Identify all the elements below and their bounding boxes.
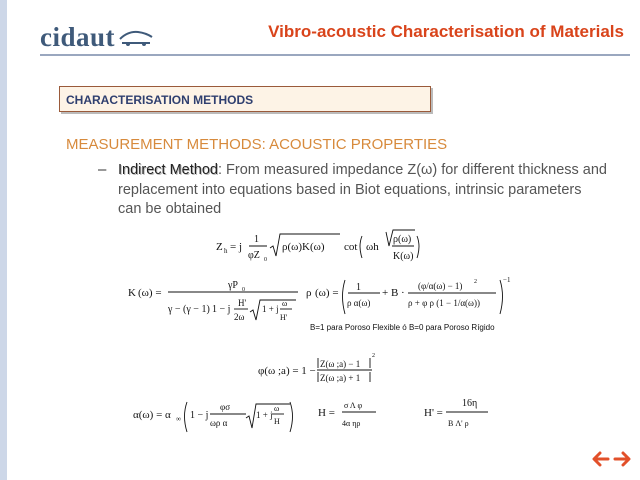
eq2-two-w: 2ω	[234, 312, 245, 322]
eq5-lhs-sub: ∞	[176, 415, 181, 423]
eq6-lhs: H =	[318, 407, 335, 419]
eq1-frac-num: ρ(ω)	[393, 234, 412, 245]
eq7-num: 16η	[462, 398, 478, 409]
eq5-h: H	[274, 417, 280, 426]
arrow-right-icon[interactable]	[613, 450, 631, 468]
equation-impedance	[216, 230, 419, 263]
eq2-hp: H'	[238, 298, 247, 308]
eq3-plus-b: + B ·	[382, 287, 405, 299]
eq1-wh: ωh	[366, 241, 379, 253]
eq6-num: σ Λ φ	[344, 401, 363, 410]
equation-h-prime	[424, 398, 488, 428]
eq1-eqj: = j	[230, 241, 243, 253]
logo-text: cidaut	[40, 21, 116, 52]
eq4-num: Z(ω ;a) − 1	[320, 359, 361, 369]
eq5-one-j: 1 + j	[256, 410, 273, 420]
eq1-den: φZ	[248, 250, 260, 261]
arrow-left-icon[interactable]	[592, 450, 610, 468]
eq3-lhs-rest: (ω) =	[315, 287, 339, 299]
eq1-den-sub: 0	[264, 257, 267, 263]
eq3-lhs: ρ	[306, 287, 312, 299]
eq2-num: γP	[228, 280, 238, 291]
eq2-lhs-rest: (ω) =	[138, 287, 162, 299]
section-subtitle: MEASUREMENT METHODS: ACOUSTIC PROPERTIES	[66, 136, 448, 153]
eq1-cot: cot	[344, 241, 358, 253]
bullet-marker: –	[98, 161, 107, 178]
eq2-den-a: γ − (γ − 1)	[168, 304, 210, 315]
eq4-lhs: φ(ω	[258, 365, 276, 377]
eq4-exp: 2	[372, 353, 375, 359]
equation-tortuosity	[133, 402, 293, 432]
eq3-num-b: (φ/α(ω) − 1)	[418, 281, 463, 291]
equation-density	[306, 276, 511, 314]
eq3-one: 1	[356, 282, 361, 293]
eq2-den-b: 1 − j	[212, 304, 231, 315]
equation-h	[318, 401, 376, 428]
eq3-exp-outer: −1	[503, 276, 511, 284]
eq7-den: B Λ' ρ	[448, 419, 469, 428]
slide-title: Vibro-acoustic Characterisation of Materials	[268, 22, 624, 41]
equation-bulk-modulus	[128, 280, 298, 322]
eq2-hp2: H'	[280, 313, 288, 322]
bullet-body-text: : From measured impedance Z(ω) for different thickness and replacement into equations based in Biot equations, intrinsic parameters can be obtained	[118, 162, 607, 217]
eq1-sqrt-body: ρ(ω)K(ω)	[282, 241, 325, 253]
eq1-num: 1	[254, 234, 259, 245]
eq3-den-b: ρ + φ ρ (1 − 1/α(ω))	[408, 298, 480, 308]
porous-note: B=1 para Poroso Flexible ó B=0 para Poroso Rígido	[310, 323, 495, 332]
eq1-frac-den: K(ω)	[393, 251, 414, 262]
eq2-num-sub: 0	[242, 287, 245, 293]
eq4-lhs-rest: ;a) = 1 −	[278, 365, 316, 377]
section-label: CHARACTERISATION METHODS	[66, 93, 254, 107]
eq2-w: ω	[282, 299, 288, 308]
eq3-den: ρ α(ω)	[347, 298, 371, 308]
eq4-den: Z(ω ;a) + 1	[320, 373, 361, 383]
eq5-lhs: α(ω) = α	[133, 409, 171, 421]
eq6-den: 4α ηρ	[342, 419, 361, 428]
eq5-frac-num: φσ	[220, 402, 231, 412]
eq5-w: ω	[274, 404, 280, 413]
eq1-lhs: Z	[216, 241, 223, 253]
eq5-b1: 1 − j	[190, 410, 209, 421]
eq3-exp-num: 2	[474, 279, 477, 285]
eq2-one-j: 1 + j	[262, 304, 279, 314]
equation-porosity	[258, 353, 375, 383]
eq7-lhs: H' =	[424, 407, 443, 419]
indirect-method-term: Indirect Method	[118, 162, 218, 178]
eq5-frac-den: ωρ α	[210, 418, 228, 428]
eq1-lhs-sub: h	[224, 247, 228, 255]
eq2-lhs: K	[128, 287, 136, 299]
